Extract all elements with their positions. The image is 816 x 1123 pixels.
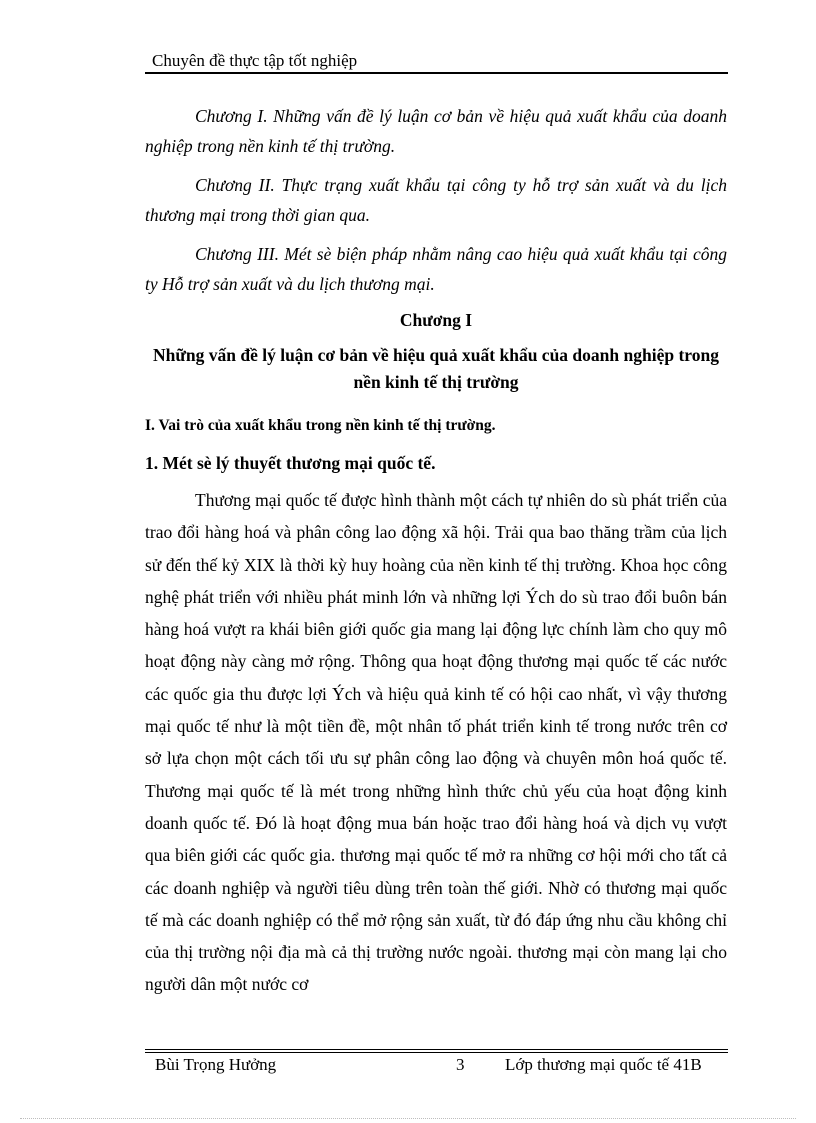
footer-author: Bùi Trọng Hưởng bbox=[155, 1055, 277, 1074]
section-heading: I. Vai trò của xuất khẩu trong nền kinh tế thị trường. bbox=[145, 417, 496, 434]
page-bottom-edge bbox=[20, 1118, 796, 1119]
chapter-title: Chương I bbox=[399, 310, 473, 330]
header-title: Chuyên đề thực tập tốt nghiệp bbox=[152, 51, 358, 70]
footer-divider-top bbox=[145, 1049, 728, 1050]
body-paragraph: Thương mại quốc tế được hình thành một cách tự nhiên do sù phát triển của trao đổi hàng hoá và phân công lao động xã hội. Trải qua bao thăng trầm của lịch sử đến thế kỷ XIX là thời kỳ huy hoàng của nền kinh tế thị trường. Khoa học công nghệ phát triển với nhiều phát minh lớn và những lợi Ých do sù trao đổi buôn bán hàng hoá vượt ra khái biên giới quốc gia mang lại động lực chính làm cho quy mô hoạt động này càng mở rộng. Thông qua hoạt động thương mại quốc tế các nước các quốc gia thu được lợi Ých và hiệu quả kinh tế có hội cao nhất, vì vậy thương mại quốc tế như là một tiền đề, một nhân tố phát triển kinh tế trong nước trên cơ sở lựa chọn một cách tối ưu sự phân công lao động và chuyên môn hoá quốc tế. Thương mại quốc tế là mét trong những hình thức chủ yếu của hoạt động kinh doanh quốc tế. Đó là hoạt động mua bán hoặc trao đổi hàng hoá và dịch vụ vượt qua biên giới các quốc gia. thương mại quốc tế mở ra những cơ hội mới cho tất cả các doanh nghiệp và người tiêu dùng trên toàn thế giới. Nhờ có thương mại quốc tế mà các doanh nghiệp có thể mở rộng sản xuất, từ đó đáp ứng nhu cầu không chỉ của thị trường nội địa mà cả thị trường nước ngoài. thương mại còn mang lại cho người dân một nước cơ bbox=[145, 490, 727, 995]
chapter-subtitle: Những vấn đề lý luận cơ bản về hiệu quả xuất khẩu của doanh nghiệp trong nền kinh tế thị trường bbox=[153, 345, 719, 392]
subsection-heading: 1. Mét sè lý thuyết thương mại quốc tế. bbox=[145, 453, 436, 473]
intro-chapter-3: Chương III. Mét sè biện pháp nhằm nâng cao hiệu quả xuất khẩu tại công ty Hỗ trợ sản xuất và du lịch thương mại. bbox=[145, 244, 727, 294]
intro-chapter-2: Chương II. Thực trạng xuất khẩu tại công ty hỗ trợ sản xuất và du lịch thương mại trong thời gian qua. bbox=[145, 175, 727, 225]
footer-class-name: Lớp thương mại quốc tế 41B bbox=[505, 1055, 702, 1074]
header-divider bbox=[145, 72, 728, 74]
footer-page-number: 3 bbox=[456, 1055, 465, 1074]
intro-chapter-1: Chương I. Những vấn đề lý luận cơ bản về hiệu quả xuất khẩu của doanh nghiệp trong nền kinh tế thị trường. bbox=[145, 106, 727, 156]
footer-divider-bottom bbox=[145, 1052, 728, 1053]
